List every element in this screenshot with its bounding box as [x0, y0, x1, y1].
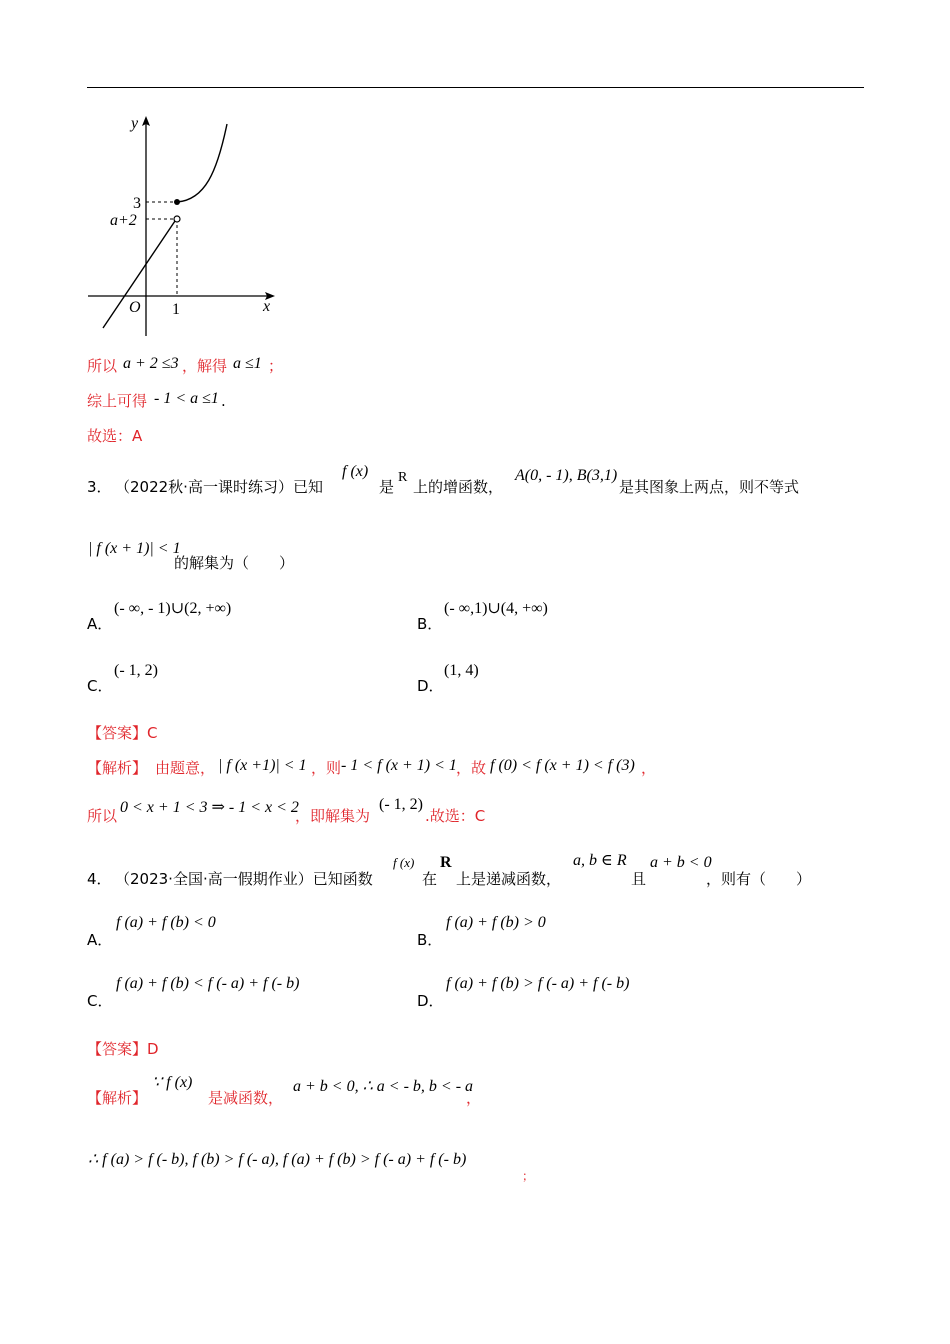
q3-analysis-1a: 由题意， — [155, 759, 216, 777]
q3-analysis-1b: | f (x +1)| < 1 — [218, 757, 307, 774]
q4-analysis-2-end: ； — [522, 1169, 535, 1183]
q3-option-c[interactable]: (- 1, 2) — [114, 662, 158, 679]
curve-piece — [177, 124, 227, 202]
q3-solution-set: 的解集为（ ） — [174, 554, 295, 572]
origin-label: O — [129, 299, 141, 316]
q4-option-c[interactable]: f (a) + f (b) < f (- a) + f (- b) — [116, 975, 300, 992]
q4-tail: ，则有（ ） — [706, 870, 812, 888]
q3-analysis-2a: 所以 — [87, 807, 118, 825]
y-axis-label: y — [131, 115, 139, 132]
q3-option-b[interactable]: (- ∞,1)∪(4, +∞) — [444, 600, 548, 617]
q2-line1-mid: ，解得 — [182, 357, 228, 375]
q3-analysis-1e: ，故 — [456, 759, 487, 777]
q3-analysis-2d: (- 1, 2) — [379, 796, 423, 813]
q2-line1-end: ； — [268, 357, 284, 375]
q4-option-d-label[interactable]: D． — [417, 992, 444, 1010]
q3-answer: 【答案】C — [87, 724, 158, 742]
q3-analysis-1g: ， — [641, 759, 657, 777]
tick-x-1: 1 — [172, 301, 180, 318]
q4-in: 在 — [422, 870, 438, 888]
q3-R: R — [398, 470, 408, 485]
q3-option-c-label[interactable]: C． — [87, 677, 113, 695]
q3-option-b-label[interactable]: B． — [417, 615, 443, 633]
q3-analysis-1c: ，则 — [311, 759, 342, 777]
q4-dec: 上是递减函数， — [456, 870, 562, 888]
tick-y-3: 3 — [133, 195, 141, 212]
tick-y-a2: a+2 — [110, 212, 137, 229]
q3-option-a[interactable]: (- ∞, - 1)∪(2, +∞) — [114, 600, 232, 617]
q3-analysis-2e: .故选：C — [425, 807, 486, 825]
q3-option-a-label[interactable]: A． — [87, 615, 113, 633]
q4-option-b-label[interactable]: B． — [417, 931, 443, 949]
q4-option-a[interactable]: f (a) + f (b) < 0 — [116, 914, 216, 931]
q2-answer: 故选：A — [87, 427, 143, 445]
q3-fx: f (x) — [342, 463, 369, 480]
q3-analysis-2b: 0 < x + 1 < 3 ⇒ - 1 < x < 2 — [120, 799, 299, 816]
q4-ab: a, b ∈ R — [573, 852, 627, 869]
q4-analysis-1b: 是减函数， — [208, 1089, 284, 1107]
q4-analysis-2: ∴ f (a) > f (- b), f (b) > f (- a), f (a) + f (b) > f (- a) + f (- b) — [88, 1151, 467, 1168]
q4-fx: f (x) — [393, 855, 415, 870]
function-graph — [85, 112, 285, 340]
q3-inequality: | f (x + 1)| < 1 — [88, 540, 181, 557]
q2-line1-math1: a + 2 ≤3 — [123, 355, 179, 372]
q3-inc: 上的增函数， — [413, 478, 504, 496]
q4-answer: 【答案】D — [87, 1040, 159, 1058]
q4-R: R — [440, 854, 452, 871]
closed-point — [174, 199, 180, 205]
q4-because: ∵ f (x) — [152, 1074, 193, 1091]
q4-number: 4． — [87, 870, 112, 888]
q4-and: 且 — [631, 870, 647, 888]
q4-analysis-1d: ， — [466, 1089, 482, 1107]
q3-analysis-2c: ，即解集为 — [295, 807, 371, 825]
q4-option-c-label[interactable]: C． — [87, 992, 113, 1010]
q3-analysis-1d: - 1 < f (x + 1) < 1 — [341, 757, 457, 774]
q4-analysis-tag: 【解析】 — [87, 1089, 148, 1107]
q2-line1-math2: a ≤1 — [233, 355, 262, 372]
q3-tail: 是其图象上两点，则不等式 — [619, 478, 800, 496]
q3-option-d[interactable]: (1, 4) — [444, 662, 479, 679]
q4-option-b[interactable]: f (a) + f (b) > 0 — [446, 914, 546, 931]
q3-is: 是 — [379, 478, 395, 496]
x-axis-label: x — [263, 298, 271, 315]
q2-line2-math: - 1 < a ≤1 — [154, 390, 219, 407]
q3-analysis-1f: f (0) < f (x + 1) < f (3) — [490, 757, 635, 774]
q2-line2-prefix: 综上可得 — [87, 392, 148, 410]
open-point — [174, 216, 180, 222]
q3-analysis-tag: 【解析】 — [87, 759, 148, 777]
q3-points: A(0, - 1), B(3,1) — [515, 467, 618, 484]
q4-sum: a + b < 0 — [650, 854, 712, 871]
q3-source: （2022秋·高一课时练习）已知 — [115, 478, 323, 496]
q4-analysis-1c: a + b < 0, ∴ a < - b, b < - a — [293, 1078, 474, 1095]
q2-line1: 所以 — [87, 357, 118, 375]
q3-number: 3． — [87, 478, 112, 496]
q4-option-d[interactable]: f (a) + f (b) > f (- a) + f (- b) — [446, 975, 630, 992]
q4-source: （2023·全国·高一假期作业）已知函数 — [115, 870, 373, 888]
q4-option-a-label[interactable]: A． — [87, 931, 113, 949]
header-rule — [87, 87, 864, 88]
q3-option-d-label[interactable]: D． — [417, 677, 444, 695]
q2-line2-end: . — [221, 392, 226, 410]
